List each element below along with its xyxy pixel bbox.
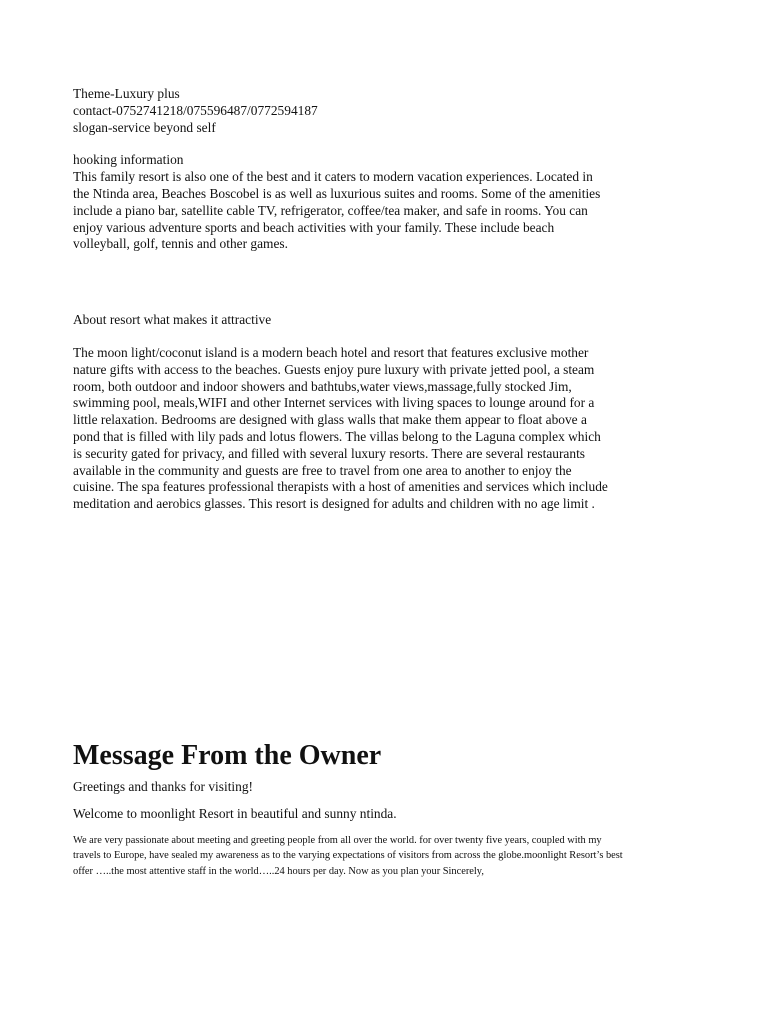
spacer: [73, 513, 698, 739]
owner-message-line: travels to Europe, have sealed my awareness as to the varying expectations of visitors from across the globe.moonlight Resort’s best: [73, 850, 623, 862]
about-heading: About resort what makes it attractive: [73, 312, 272, 328]
owner-message-line: offer …..the most attentive staff in the world…..24 hours per day. Now as you plan your Sincerely,: [73, 865, 484, 877]
hooking-line: include a piano bar, satellite cable TV, refrigerator, coffee/tea maker, and safe in rooms. You can: [73, 202, 588, 218]
about-line: meditation and aerobics glasses. This resort is designed for adults and children with no age limit .: [73, 496, 595, 512]
hooking-heading: hooking information: [73, 152, 184, 168]
about-paragraph: [73, 345, 698, 513]
about-line: room, both outdoor and indoor showers and bathtubs,water views,massage,fully stocked Jim,: [73, 378, 572, 394]
about-line: nature gifts with access to the beaches. Guests enjoy pure luxury with private jetted pool, a steam: [73, 361, 595, 377]
about-line: The moon light/coconut island is a modern beach hotel and resort that features exclusive mother: [73, 344, 589, 360]
owner-section-title: Message From the Owner: [73, 739, 382, 771]
owner-welcome: Welcome to moonlight Resort in beautiful and sunny ntinda.: [73, 805, 397, 821]
spacer: [73, 136, 698, 152]
hooking-line: This family resort is also one of the best and it caters to modern vacation experiences. Located in: [73, 169, 593, 185]
about-line: swimming pool, meals,WIFI and other Internet services with living spaces to lounge around for a: [73, 395, 595, 411]
owner-greeting: Greetings and thanks for visiting!: [73, 778, 253, 794]
owner-message: [73, 833, 698, 880]
hooking-line: volleyball, golf, tennis and other games.: [73, 236, 288, 252]
about-line: cuisine. The spa features professional therapists with a host of amenities and services which include: [73, 479, 608, 495]
hooking-line: the Ntinda area, Beaches Boscobel is as well as luxurious suites and rooms. Some of the amenities: [73, 185, 601, 201]
owner-message-line: We are very passionate about meeting and greeting people from all over the world. for over twenty five years, coupled with my: [73, 834, 602, 846]
about-line: is security gated for privacy, and filled with several luxury resorts. There are several restaurants: [73, 445, 585, 461]
theme-line: Theme-Luxury plus: [73, 86, 180, 101]
spacer: [73, 253, 698, 312]
about-line: little relaxation. Bedrooms are designed with glass walls that make them appear to float above a: [73, 412, 587, 428]
hooking-paragraph: [73, 169, 698, 253]
contact-line: contact-0752741218/075596487/0772594187: [73, 102, 318, 118]
hooking-line: enjoy various adventure sports and beach activities with your family. These include beach: [73, 219, 555, 235]
spacer: [73, 329, 698, 345]
document-page: [73, 86, 698, 879]
about-line: available in the community and guests are free to travel from one area to another to enjoy the: [73, 462, 572, 478]
slogan-line: slogan-service beyond self: [73, 119, 216, 135]
about-line: pond that is filled with lily pads and lotus flowers. The villas belong to the Laguna complex which: [73, 428, 601, 444]
